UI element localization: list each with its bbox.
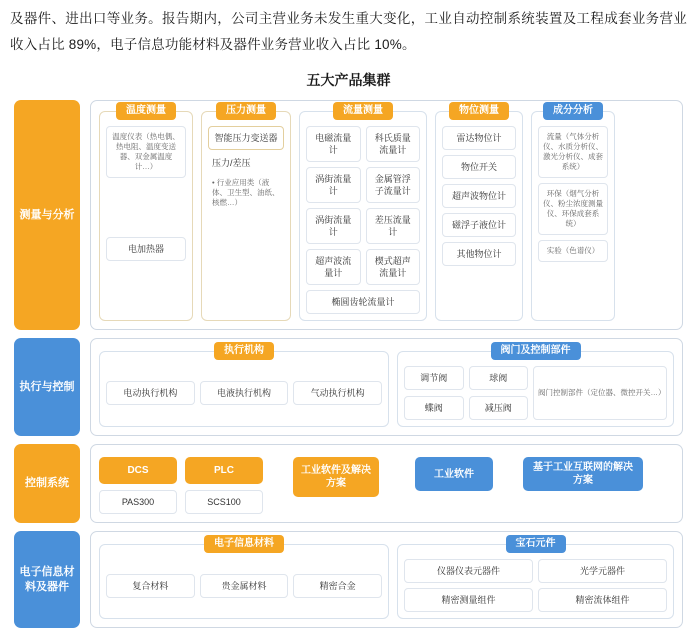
cell-pressure-differential: 压力/差压 xyxy=(208,155,284,171)
block-dcs xyxy=(99,457,177,514)
cell-differential-pressure-flowmeter: 差压流量计 xyxy=(366,208,421,244)
cell-ball-valve: 球阀 xyxy=(469,366,529,390)
cell-scs100: SCS100 xyxy=(185,490,263,514)
label-software-group: 工业软件及解决方案 xyxy=(293,457,379,497)
cell-instrument-component: 仪器仪表元器件 xyxy=(404,559,533,583)
row-label-measurement: 测量与分析 xyxy=(14,100,80,330)
row-body-electronic-materials xyxy=(90,531,683,628)
cell-industry-application: • 行业应用类（液体、卫生型、油纸、核燃…） xyxy=(208,176,284,210)
cell-valve-control-parts: 阀门控制部件（定位器、微控开关…） xyxy=(533,366,667,420)
cell-temperature-instruments: 温度仪表（热电偶、热电阻、温度变送器、双金属温度计…） xyxy=(106,126,186,178)
cell-electromagnetic-flowmeter: 电磁流量计 xyxy=(306,126,361,162)
cell-analysis-environment: 环保（烟气分析仪、粉尘浓度测量仪、环保成套系统） xyxy=(538,183,608,235)
group-actuator xyxy=(99,345,389,427)
cell-precision-fluid-component: 精密流体组件 xyxy=(538,588,667,612)
group-head-actuator: 执行机构 xyxy=(214,342,274,360)
cell-magnetic-level: 磁浮子液位计 xyxy=(442,213,516,237)
row-body-control-system xyxy=(90,444,683,523)
cell-precision-alloy: 精密合金 xyxy=(293,574,382,598)
group-level xyxy=(435,105,523,321)
cell-composite-material: 复合材料 xyxy=(106,574,195,598)
group-head-temperature: 温度测量 xyxy=(116,102,176,120)
diagram-row-measurement xyxy=(14,100,683,330)
row-label-electronic-materials: 电子信息材料及器件 xyxy=(14,531,80,628)
cell-electric-actuator: 电动执行机构 xyxy=(106,381,195,405)
row-body-measurement xyxy=(90,100,683,330)
cell-ultrasonic-level: 超声波物位计 xyxy=(442,184,516,208)
cell-smart-pressure-transmitter: 智能压力变送器 xyxy=(208,126,284,150)
group-head-level: 物位测量 xyxy=(449,102,509,120)
group-head-pressure: 压力测量 xyxy=(216,102,276,120)
cell-vortex-flowmeter: 涡街流量计 xyxy=(306,167,361,203)
cell-pas300: PAS300 xyxy=(99,490,177,514)
diagram-title: 五大产品集群 xyxy=(306,72,391,88)
cell-optical-component: 光学元器件 xyxy=(538,559,667,583)
group-head-flow: 流量测量 xyxy=(333,102,393,120)
body-paragraph: 及器件、进出口等业务。报告期内，公司主营业务未发生重大变化，工业自动控制系统装置及工程成套业务营业收入占比 89%，电子信息功能材料及器件业务营业收入占比 10%。 xyxy=(10,11,687,52)
label-plc: PLC xyxy=(185,457,263,484)
cell-ultrasonic-flowmeter: 超声波流量计 xyxy=(306,249,361,285)
cell-precision-measuring-component: 精密测量组件 xyxy=(404,588,533,612)
cell-pneumatic-actuator: 气动执行机构 xyxy=(293,381,382,405)
cell-level-switch: 物位开关 xyxy=(442,155,516,179)
group-head-electronic-material: 电子信息材料 xyxy=(204,535,284,553)
cell-analysis-flow: 流量（气体分析仪、水质分析仪、激光分析仪、成套系统） xyxy=(538,126,608,178)
cell-electrohydraulic-actuator: 电液执行机构 xyxy=(200,381,289,405)
diagram-row-electronic-materials xyxy=(14,531,683,628)
cell-coriolis-flowmeter: 科氏质量流量计 xyxy=(366,126,421,162)
group-head-valve: 阀门及控制部件 xyxy=(491,342,581,360)
row-body-actuation xyxy=(90,338,683,436)
label-iiot-solution: 基于工业互联网的解决方案 xyxy=(523,457,643,491)
block-plc xyxy=(185,457,263,514)
cell-butterfly-valve: 蝶阀 xyxy=(404,396,464,420)
group-temperature xyxy=(99,105,193,321)
cell-control-valve: 调节阀 xyxy=(404,366,464,390)
cell-electric-heater: 电加热器 xyxy=(106,237,186,261)
row-label-control-system: 控制系统 xyxy=(14,444,80,523)
cell-wedge-flowmeter: 楔式超声流量计 xyxy=(366,249,421,285)
label-dcs: DCS xyxy=(99,457,177,484)
cell-pressure-reducing-valve: 减压阀 xyxy=(469,396,529,420)
cell-oval-gear-flowmeter: 椭圆齿轮流量计 xyxy=(306,290,420,314)
group-head-analysis: 成分分析 xyxy=(543,102,603,120)
diagram-row-actuation xyxy=(14,338,683,436)
group-pressure xyxy=(201,105,291,321)
cell-radar-level: 雷达物位计 xyxy=(442,126,516,150)
row-label-actuation: 执行与控制 xyxy=(14,338,80,436)
diagram-row-control-system xyxy=(14,444,683,523)
group-gem-component xyxy=(397,538,674,619)
group-head-gem-component: 宝石元件 xyxy=(506,535,566,553)
cell-other-level: 其他物位计 xyxy=(442,242,516,266)
cell-precious-metal-material: 贵金属材料 xyxy=(200,574,289,598)
cell-metal-rotameter: 金属管浮子流量计 xyxy=(366,167,421,203)
cell-swirl-flowmeter: 涡街流量计 xyxy=(306,208,361,244)
cell-analysis-lab: 实验（色谱仪） xyxy=(538,240,608,262)
group-flow xyxy=(299,105,427,321)
group-electronic-material xyxy=(99,538,389,619)
group-analysis xyxy=(531,105,615,321)
group-valve xyxy=(397,345,674,427)
product-cluster-diagram xyxy=(14,100,683,628)
label-industrial-software: 工业软件 xyxy=(415,457,493,491)
